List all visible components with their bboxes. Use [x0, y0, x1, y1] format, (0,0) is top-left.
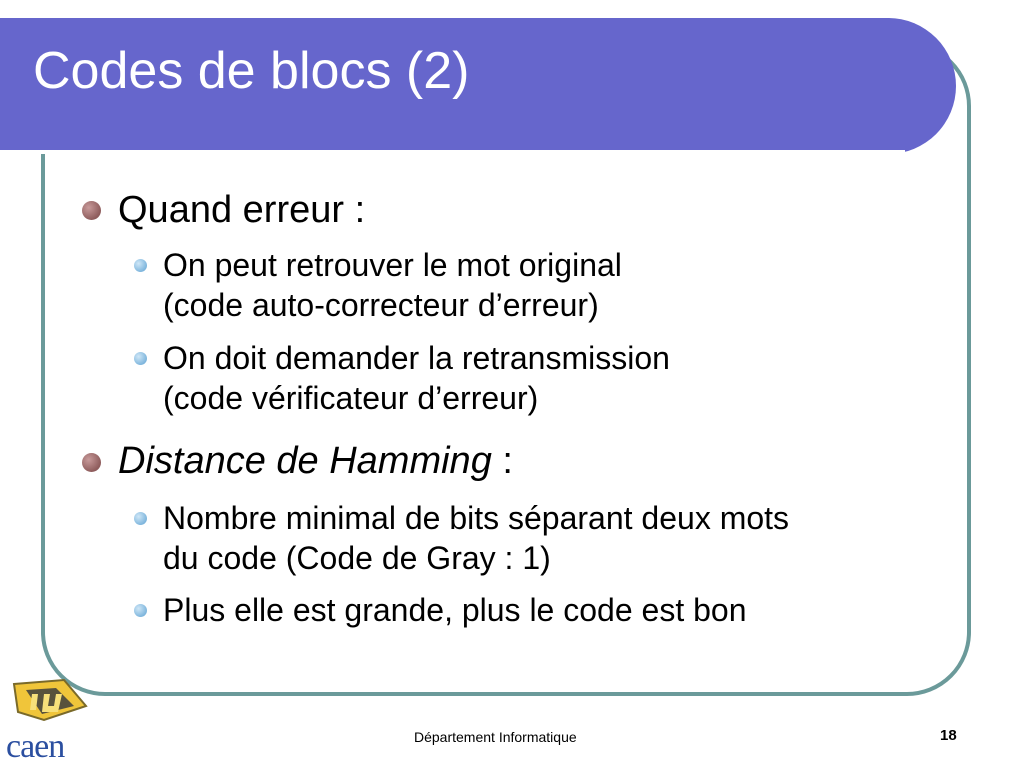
- bullet-verificateur-line2: (code vérificateur d’erreur): [163, 380, 539, 416]
- bullet-distance-hamming: [118, 439, 513, 483]
- bullet-level1-icon: [82, 201, 101, 220]
- bullet-nombre-minimal-line1: Nombre minimal de bits séparant deux mots: [163, 500, 790, 536]
- bullet-level2-icon: [134, 512, 147, 525]
- page-number: 18: [940, 727, 957, 744]
- bullet-level2-icon: [134, 352, 147, 365]
- footer-department: Département Informatique: [414, 729, 577, 745]
- logo-caen-text: caen: [6, 728, 65, 765]
- bullet-verificateur-line1: On doit demander la retransmission: [163, 340, 670, 376]
- bullet-level2-icon: [134, 259, 147, 272]
- bullet-level2-icon: [134, 604, 147, 617]
- slide-title: Codes de blocs (2): [33, 42, 470, 100]
- hamming-term: Distance de Hamming: [118, 440, 492, 482]
- bullet-plus-grande: Plus elle est grande, plus le code est bon: [163, 592, 747, 628]
- bullet-quand-erreur: Quand erreur :: [118, 189, 366, 231]
- bullet-nombre-minimal-line2: du code (Code de Gray : 1): [163, 540, 551, 576]
- hamming-colon: :: [491, 440, 513, 482]
- bullet-auto-correcteur-line2: (code auto-correcteur d’erreur): [163, 287, 599, 323]
- bullet-auto-correcteur-line1: On peut retrouver le mot original: [163, 247, 622, 283]
- bullet-level1-icon: [82, 453, 101, 472]
